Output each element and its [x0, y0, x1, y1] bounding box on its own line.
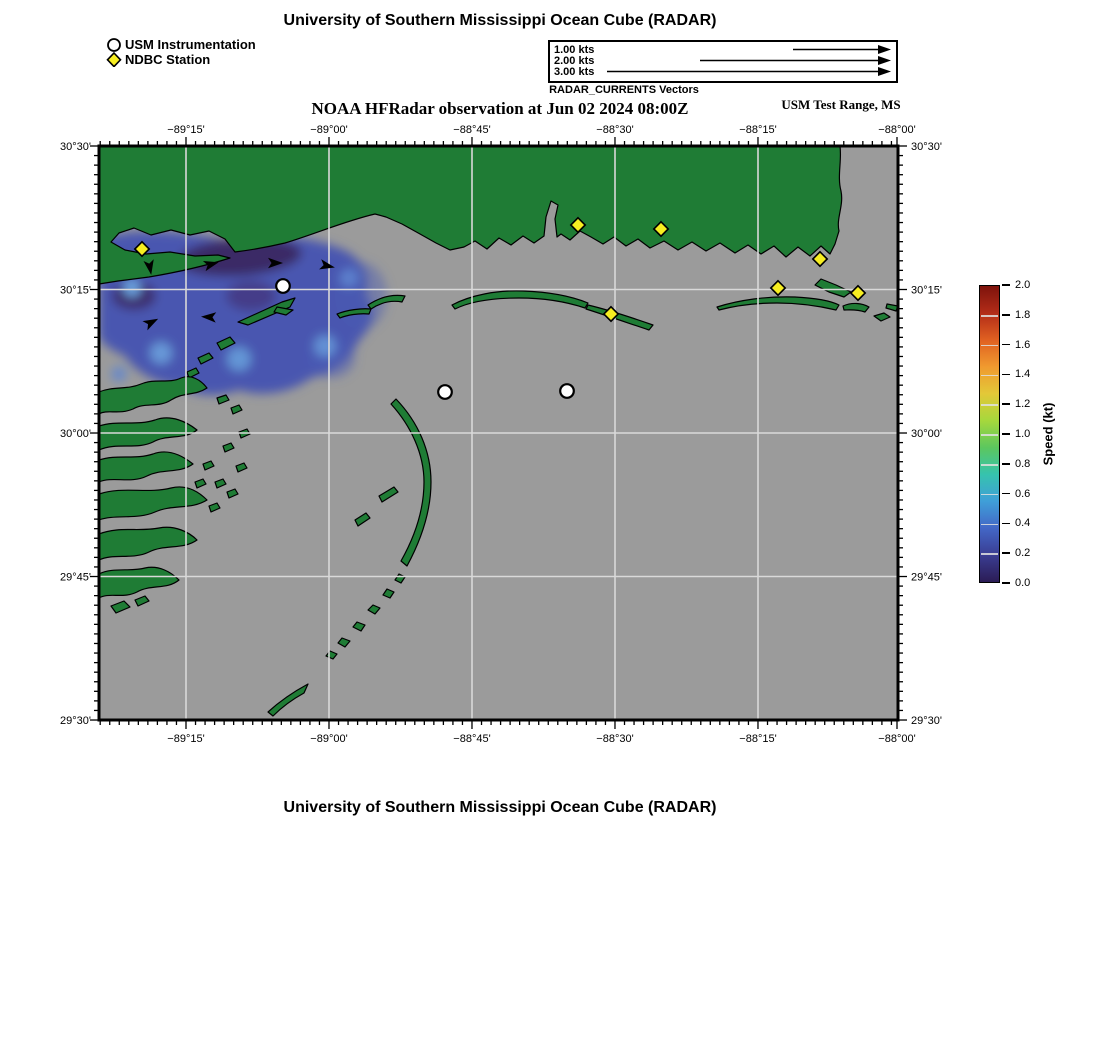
y-axis-tick-label: 29°30' [911, 715, 942, 727]
colorbar-tick [1002, 314, 1010, 316]
x-axis-tick-label: −89°00' [310, 733, 348, 745]
colorbar-level-line [981, 375, 998, 377]
y-axis-tick-label: 30°15' [60, 284, 91, 297]
colorbar-tick [1002, 463, 1010, 465]
y-axis-tick-label: 29°45' [60, 571, 91, 584]
colorbar-tick-label: 1.0 [1015, 428, 1031, 440]
colorbar-level-line [981, 404, 998, 406]
x-axis-tick-label: −89°00' [310, 124, 348, 136]
colorbar-tick-label: 0.2 [1015, 547, 1031, 560]
colorbar-tick [1002, 344, 1010, 346]
region-label: USM Test Range, MS [781, 97, 901, 112]
colorbar-level-line [981, 345, 998, 347]
legend-item-usm [106, 37, 256, 52]
x-axis-tick-label: −88°30' [596, 733, 634, 745]
colorbar-level-line [981, 494, 998, 496]
scale-arrow-head-icon [878, 56, 891, 65]
scale-arrow-head-icon [878, 67, 891, 76]
circle-icon [106, 37, 122, 52]
colorbar-level-line [981, 553, 998, 555]
y-axis-tick-label: 30°15' [911, 284, 942, 297]
colorbar-tick-label: 1.2 [1015, 398, 1031, 411]
x-axis-tick-label: −88°45' [453, 733, 491, 745]
x-axis-tick-label: −88°00' [878, 733, 916, 745]
colorbar-tick-label: 2.0 [1015, 279, 1031, 291]
colorbar-tick-label: 1.4 [1015, 368, 1031, 381]
colorbar-tick [1002, 523, 1010, 525]
x-axis-tick-label: −88°45' [453, 124, 491, 136]
y-axis-tick-label: 30°00' [60, 428, 91, 440]
colorbar-tick [1002, 582, 1010, 584]
colorbar-tick-label: 0.8 [1015, 457, 1031, 470]
colorbar-tick [1002, 433, 1010, 435]
vector-scale-arrows [550, 42, 896, 81]
usm-station-marker [560, 384, 574, 398]
x-axis-tick-label: −88°15' [739, 124, 777, 136]
vector-scale-label: 2.00 kts [554, 55, 595, 67]
y-axis-tick-label: 30°30' [911, 141, 942, 153]
legend-label: NDBC Station [125, 52, 211, 67]
colorbar-tick-label: 1.6 [1015, 338, 1031, 351]
x-axis-tick-label: −88°30' [596, 124, 634, 136]
y-axis-tick-label: 29°45' [911, 571, 942, 584]
vector-scale-label: 3.00 kts [554, 66, 595, 78]
page-title: University of Southern Mississippi Ocean Cube (RADAR) [283, 12, 717, 29]
colorbar-gradient [979, 285, 1000, 583]
colorbar-tick [1002, 493, 1010, 495]
colorbar-axis-label: Speed (kt) [1040, 402, 1056, 466]
scale-arrow-head-icon [878, 45, 891, 54]
vector-scale-caption: RADAR_CURRENTS Vectors [549, 84, 699, 96]
colorbar-level-line [981, 524, 998, 526]
colorbar-tick-label: 0.6 [1015, 487, 1031, 500]
colorbar-level-line [981, 315, 998, 317]
colorbar-level-line [981, 434, 998, 436]
x-axis-tick-label: −88°00' [878, 124, 916, 136]
colorbar-tick-label: 0.0 [1015, 577, 1031, 589]
y-axis-tick-label: 30°30' [60, 141, 91, 153]
footer-title: University of Southern Mississippi Ocean Cube (RADAR) [283, 799, 717, 816]
colorbar [979, 279, 1069, 589]
y-axis-tick-label: 29°30' [60, 715, 91, 727]
x-axis-tick-label: −89°15' [167, 124, 205, 136]
vector-scale-label: 1.00 kts [554, 44, 595, 56]
colorbar-tick [1002, 552, 1010, 554]
vector-scale-box [548, 40, 898, 83]
colorbar-tick [1002, 403, 1010, 405]
diamond-icon [106, 52, 122, 67]
x-axis-tick-label: −88°15' [739, 733, 777, 745]
legend [106, 37, 256, 67]
usm-station-marker [438, 385, 452, 399]
legend-item-ndbc [106, 52, 256, 67]
colorbar-tick [1002, 374, 1010, 376]
map-panel [60, 124, 942, 745]
x-axis-tick-label: −89°15' [167, 733, 205, 745]
y-axis-tick-label: 30°00' [911, 428, 942, 440]
colorbar-tick-label: 1.8 [1015, 308, 1031, 321]
colorbar-tick [1002, 284, 1010, 286]
colorbar-level-line [981, 464, 998, 466]
usm-station-marker [276, 279, 290, 293]
legend-label: USM Instrumentation [125, 37, 256, 52]
map-canvas [60, 124, 942, 745]
map-subtitle: NOAA HFRadar observation at Jun 02 2024 08:00Z [311, 99, 689, 118]
colorbar-tick-label: 0.4 [1015, 517, 1031, 530]
